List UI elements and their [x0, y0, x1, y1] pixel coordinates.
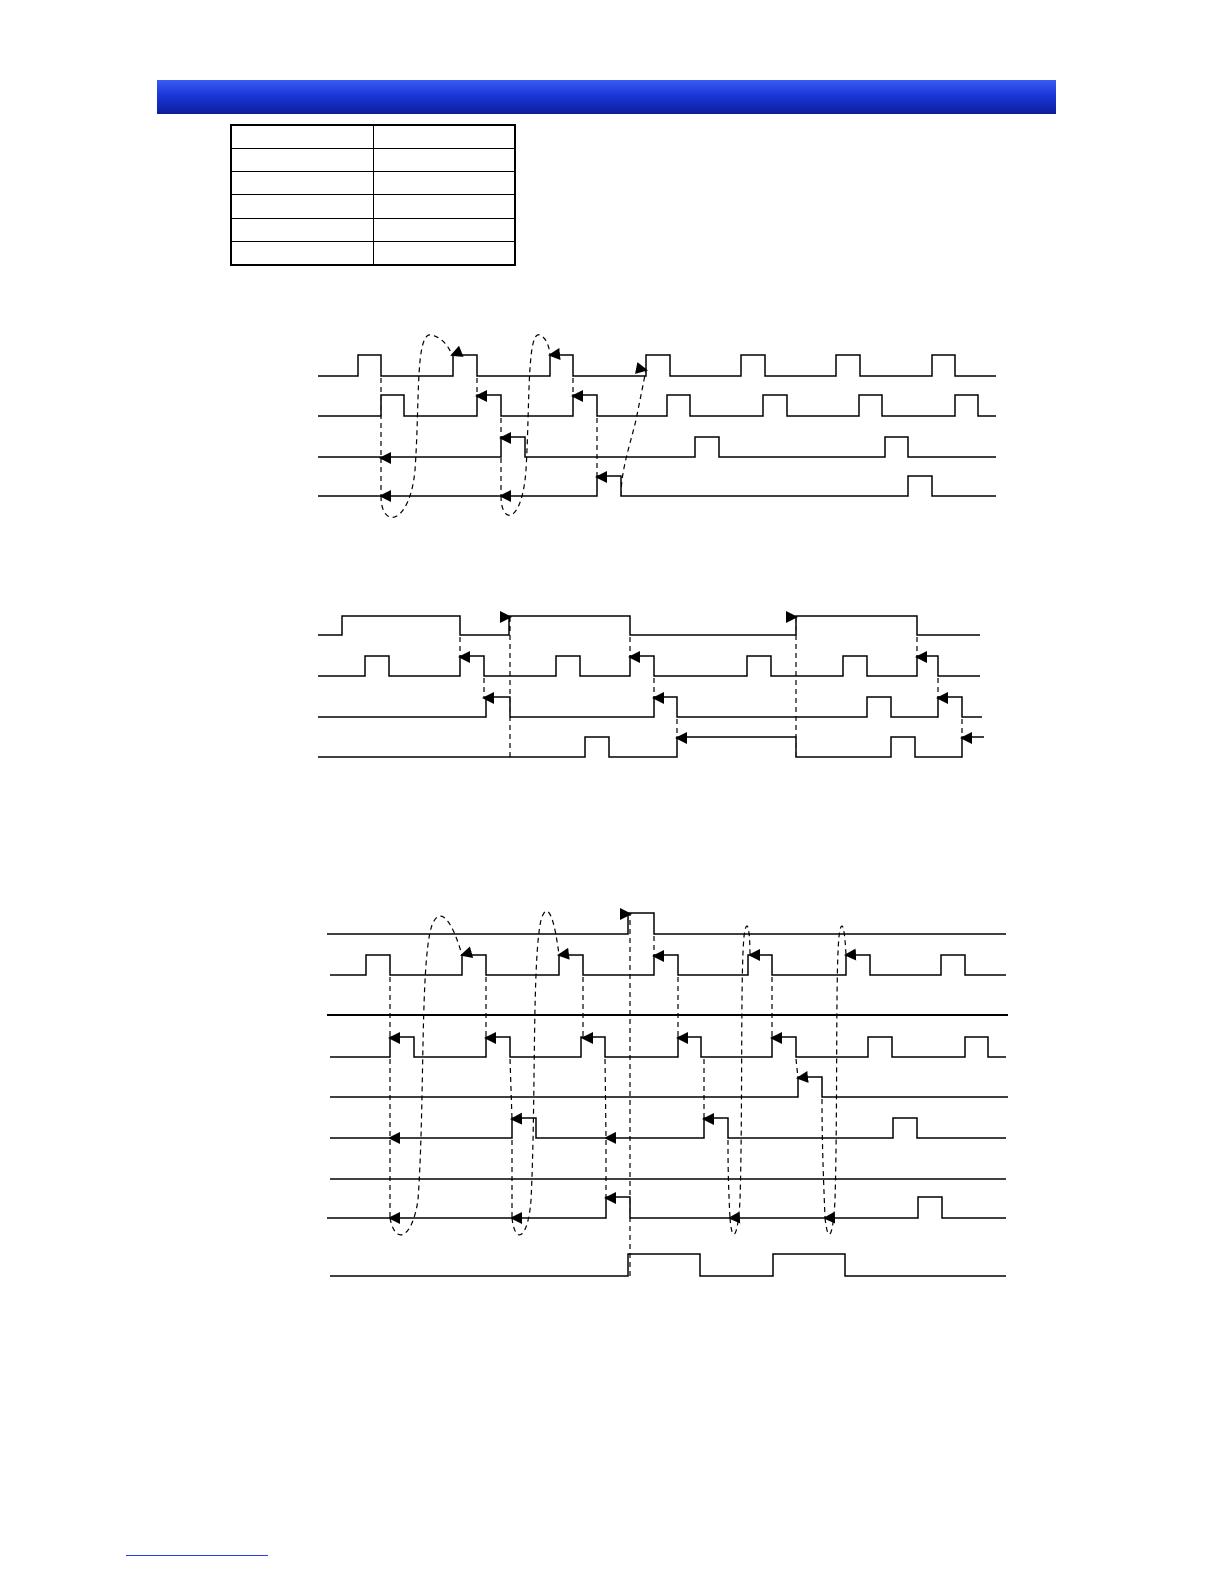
trigger-arrow [605, 1059, 606, 1138]
table-cell [373, 195, 515, 218]
feedback-arrow [390, 916, 462, 1235]
signal-line [330, 1254, 1006, 1276]
signal-table [230, 124, 516, 266]
signal-line [330, 1118, 1006, 1138]
section-header-bar [157, 80, 1056, 114]
table-row [231, 195, 515, 218]
signal-line [318, 616, 980, 635]
table-cell [373, 125, 515, 149]
table-row [231, 172, 515, 195]
signal-line [318, 697, 982, 717]
table-row [231, 218, 515, 241]
feedback-arrow [501, 335, 550, 516]
signal-line [330, 1077, 1008, 1097]
trigger-arrow [510, 1059, 512, 1119]
table-row [231, 149, 515, 172]
signal-line [327, 1197, 1006, 1218]
table-cell [231, 125, 373, 149]
feedback-arrow [381, 335, 452, 518]
trigger-arrow [796, 1059, 798, 1078]
signal-line [318, 395, 996, 416]
table-cell [231, 218, 373, 241]
signal-line [318, 476, 996, 496]
feedback-arrow [825, 926, 846, 1234]
table-row [231, 241, 515, 265]
feedback-arrow [822, 1099, 825, 1218]
table-cell [231, 172, 373, 195]
feedback-arrow [512, 911, 559, 1235]
feedback-arrow [730, 926, 750, 1234]
table-cell [231, 195, 373, 218]
signal-line [318, 437, 996, 457]
signal-line [318, 656, 980, 676]
table-cell [373, 218, 515, 241]
timing-diagram-3 [0, 900, 1224, 1290]
table-row [231, 125, 515, 149]
signal-line [318, 355, 996, 376]
table-cell [231, 241, 373, 265]
signal-line [330, 955, 1006, 975]
feedback-arrow [621, 370, 646, 496]
table-cell [373, 149, 515, 172]
table-cell [231, 149, 373, 172]
footer-link[interactable] [126, 1555, 268, 1556]
signal-line [318, 737, 984, 757]
signal-line [330, 1037, 1006, 1057]
table-cell [373, 241, 515, 265]
timing-diagram-2 [0, 605, 1224, 770]
table-cell [373, 172, 515, 195]
signal-line [327, 913, 1006, 934]
timing-diagram-1 [0, 320, 1224, 530]
